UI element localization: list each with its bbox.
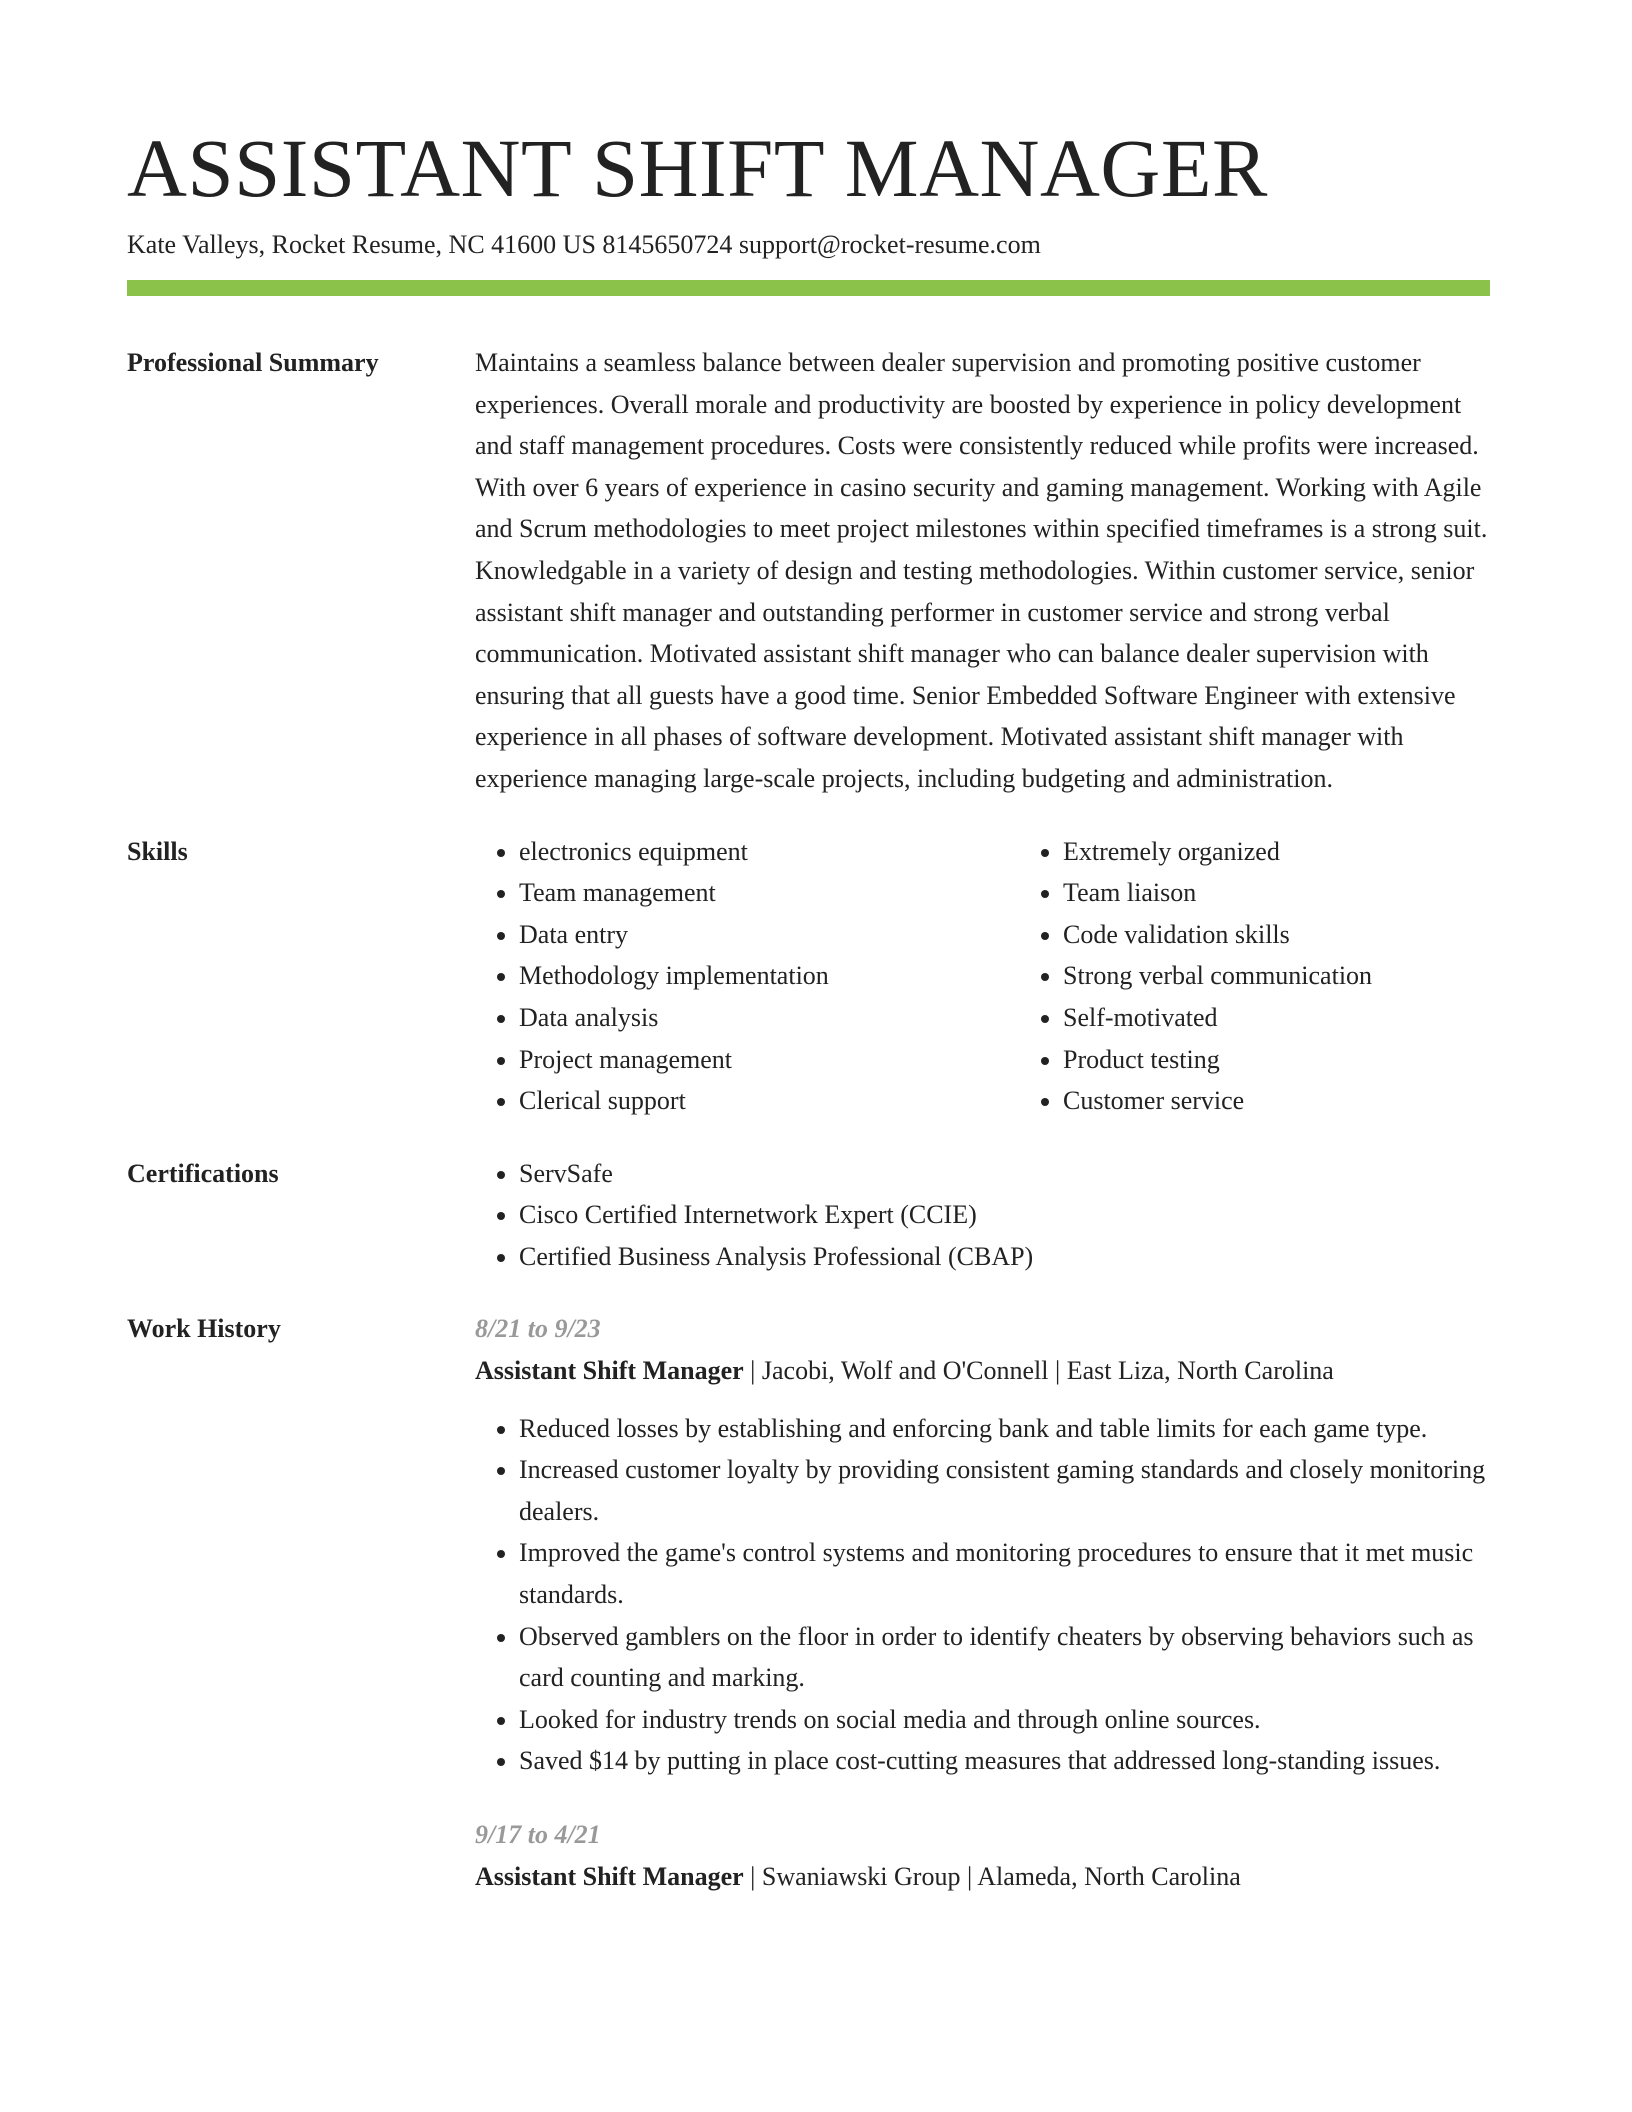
- resume-page: [127, 118, 1490, 1897]
- section-title-work-history: Work History: [127, 1314, 281, 1344]
- section-title-summary: Professional Summary: [127, 348, 379, 377]
- certification-item: • Certified Business Analysis Professional (CBAP): [519, 1236, 1490, 1278]
- job-dates: 8/21 to 9/23: [475, 1314, 601, 1344]
- contact-line: Kate Valleys, Rocket Resume, NC 41600 US 8145650724 support@rocket-resume.com: [127, 230, 1041, 259]
- job-bullet: • Increased customer loyalty by providing consistent gaming standards and closely monitoring dealers.: [519, 1449, 1490, 1532]
- certifications-list: [475, 1153, 1490, 1278]
- job-bullet: • Looked for industry trends on social media and through online sources.: [519, 1699, 1490, 1741]
- skill-item: • Data entry: [519, 914, 1019, 956]
- resume-name: ASSISTANT SHIFT MANAGER: [127, 122, 1268, 214]
- skill-item: • Clerical support: [519, 1080, 1019, 1122]
- job-company-location: | Swaniawski Group | Alameda, North Carolina: [743, 1861, 1241, 1891]
- skills-list-left: [475, 831, 1019, 1122]
- skills-section: [127, 831, 1490, 1122]
- job-entry: [475, 1814, 1490, 1897]
- skills-list-right: [1019, 831, 1563, 1122]
- skill-item: • Strong verbal communication: [1063, 955, 1563, 997]
- certifications-section: [127, 1153, 1490, 1278]
- job-bullets: [475, 1408, 1490, 1782]
- job-title: Assistant Shift Manager: [475, 1356, 744, 1386]
- job-bullet: • Observed gamblers on the floor in order to identify cheaters by observing behaviors such as card counting and marking.: [519, 1616, 1490, 1699]
- job-heading: [475, 1856, 1490, 1898]
- skill-item: • Self-motivated: [1063, 997, 1563, 1039]
- skill-item: • Methodology implementation: [519, 955, 1019, 997]
- work-history-section: [127, 1308, 1490, 1897]
- skill-item: • Team management: [519, 872, 1019, 914]
- job-dates: 9/17 to 4/21: [475, 1820, 601, 1849]
- skill-item: • Extremely organized: [1063, 831, 1563, 873]
- skill-item: • electronics equipment: [519, 831, 1019, 873]
- section-title-skills: Skills: [127, 836, 188, 866]
- certification-item: • Cisco Certified Internetwork Expert (CCIE): [519, 1194, 1490, 1236]
- skill-item: • Product testing: [1063, 1039, 1563, 1081]
- skill-item: • Team liaison: [1063, 872, 1563, 914]
- skills-grid: [475, 831, 1563, 1122]
- section-title-certifications: Certifications: [127, 1158, 279, 1188]
- job-title: Assistant Shift Manager: [475, 1861, 744, 1891]
- summary-section: [127, 342, 1490, 800]
- header-divider: [127, 280, 1490, 296]
- skill-item: • Data analysis: [519, 997, 1019, 1039]
- job-bullet: • Improved the game's control systems and monitoring procedures to ensure that it met music standards.: [519, 1532, 1490, 1615]
- skill-item: • Project management: [519, 1039, 1019, 1081]
- job-entry: [475, 1308, 1490, 1782]
- skill-item: • Customer service: [1063, 1080, 1563, 1122]
- job-bullet: • Reduced losses by establishing and enforcing bank and table limits for each game type.: [519, 1408, 1490, 1450]
- job-heading: [475, 1350, 1490, 1392]
- job-bullet: • Saved $14 by putting in place cost-cutting measures that addressed long-standing issues.: [519, 1740, 1490, 1782]
- job-company-location: | Jacobi, Wolf and O'Connell | East Liza, North Carolina: [743, 1356, 1334, 1386]
- summary-text: Maintains a seamless balance between dealer supervision and promoting positive customer experiences. Overall morale and productivity are boosted by experience in policy development and staff management procedures. Costs were consistently reduced while profits were increased. With over 6 years of experience in casino security and gaming management. Working with Agile and Scrum methodologies to meet project milestones within specified timeframes is a strong suit. Knowledgable in a variety of design and testing methodologies. Within customer service, senior assistant shift manager and outstanding performer in customer service and strong verbal communication. Motivated assistant shift manager who can balance dealer supervision with ensuring that all guests have a good time. Senior Embedded Software Engineer with extensive experience in all phases of software development. Motivated assistant shift manager with experience managing large-scale projects, including budgeting and administration.: [475, 348, 1488, 793]
- certification-item: • ServSafe: [519, 1153, 1490, 1195]
- skill-item: • Code validation skills: [1063, 914, 1563, 956]
